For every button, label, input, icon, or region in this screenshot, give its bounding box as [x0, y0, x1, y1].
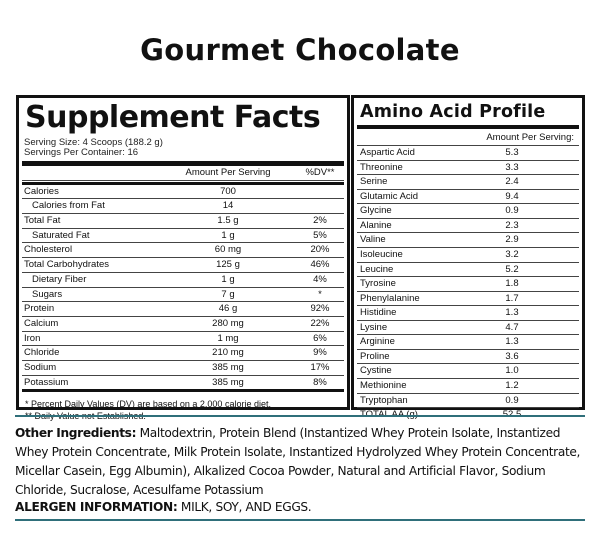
amino-acid-value: 3.3 — [505, 161, 519, 173]
amino-acid-value: 9.4 — [505, 190, 519, 202]
nutrient-dv: 17% — [310, 361, 330, 373]
amino-acid-name: Tyrosine — [360, 278, 396, 290]
nutrient-name: Total Fat — [24, 215, 61, 227]
nutrient-dv: 4% — [313, 273, 327, 285]
amino-acid-row — [357, 321, 579, 336]
nutrient-amount: 7 g — [221, 288, 235, 300]
servings-per-container: Servings Per Container: 16 — [24, 147, 139, 158]
amino-acid-value: 0.9 — [505, 394, 519, 406]
amino-acid-value: 5.2 — [505, 263, 519, 275]
thick-divider — [357, 125, 579, 129]
nutrient-amount: 125 g — [216, 259, 240, 271]
nutrient-dv: 5% — [313, 229, 327, 241]
facts-row — [22, 229, 344, 244]
facts-row — [22, 185, 344, 200]
nutrient-amount: 280 mg — [212, 317, 244, 329]
nutrient-amount: 1.5 g — [217, 215, 239, 227]
nutrient-dv: 46% — [310, 259, 330, 271]
facts-row — [22, 346, 344, 361]
nutrient-name: Chloride — [24, 347, 60, 359]
nutrient-name: Dietary Fiber — [32, 273, 87, 285]
amino-acid-name: Cystine — [360, 365, 392, 377]
bottom-accent-rule — [15, 519, 585, 521]
amino-acid-value: 5.3 — [505, 147, 519, 158]
amino-acid-name: Glutamic Acid — [360, 190, 419, 202]
amino-acid-row — [357, 248, 579, 263]
amino-acid-name: Leucine — [360, 263, 394, 275]
amino-acid-name: Isoleucine — [360, 248, 403, 260]
supplement-facts-heading: Supplement Facts — [25, 100, 321, 135]
nutrient-name: Sodium — [24, 361, 57, 373]
amount-column-header: Amount Per Serving — [185, 167, 271, 178]
amino-amount-header: Amount Per Serving: — [486, 132, 574, 143]
amino-acid-row — [357, 204, 579, 219]
nutrient-amount: 14 — [222, 200, 234, 212]
product-title: Gourmet Chocolate — [140, 33, 460, 67]
nutrient-amount: 1 g — [221, 273, 235, 285]
amino-acid-value: 3.2 — [505, 248, 519, 260]
amino-acid-value: 1.2 — [505, 380, 519, 391]
nutrient-dv: 22% — [310, 317, 330, 329]
dv-column-header: %DV** — [305, 167, 335, 178]
facts-row — [22, 317, 344, 332]
amino-acid-heading: Amino Acid Profile — [360, 102, 546, 122]
other-ingredients-label: Other Ingredients: — [15, 426, 137, 440]
amino-acid-name: Serine — [360, 176, 388, 188]
amino-acid-row — [357, 175, 579, 190]
amino-acid-name: Tryptophan — [360, 394, 408, 406]
amino-acid-row — [357, 219, 579, 234]
amino-acid-row — [357, 394, 579, 409]
other-ingredients — [15, 424, 585, 500]
nutrient-name: Saturated Fat — [32, 229, 90, 241]
facts-row — [22, 376, 344, 390]
amino-acid-name: Arginine — [360, 336, 395, 348]
serving-size: Serving Size: 4 Scoops (188.2 g) — [24, 137, 163, 148]
nutrient-name: Protein — [24, 303, 55, 315]
facts-row — [22, 199, 344, 214]
facts-row — [22, 243, 344, 258]
amino-acid-row — [357, 306, 579, 321]
nutrient-name: Cholesterol — [24, 244, 73, 256]
allergen-information — [15, 498, 585, 517]
amino-acid-name: Histidine — [360, 307, 397, 319]
nutrient-name: Calories — [24, 185, 59, 197]
amino-acid-row — [357, 350, 579, 365]
other-ingredients-text: Maltodextrin, Protein Blend (Instantized Whey Protein Isolate, Instantized Whey Protein Concentrate, Milk Protein Isolate, Instantized Hydrolyzed Whey Protein Concentrate, Micellar Casein, Egg Albumin), Alkalized Cocoa Powder, Natural and Artificial Flavor, Sodium Chloride, Sucralose, Acesulfame Potassium — [15, 426, 581, 497]
nutrient-dv: 9% — [313, 347, 327, 359]
nutrient-name: Total Carbohydrates — [24, 259, 110, 271]
amino-acid-row — [357, 146, 579, 161]
amino-acid-value: 1.3 — [505, 307, 519, 319]
amino-acid-name: Proline — [360, 350, 390, 362]
nutrient-dv: 2% — [313, 215, 327, 227]
amino-acid-row — [357, 277, 579, 292]
amino-acid-value: 1.3 — [505, 336, 519, 348]
amino-acid-name: Valine — [360, 234, 386, 246]
footnote-dv: * Percent Daily Values (DV) are based on a 2,000 calorie diet. — [25, 399, 271, 410]
facts-row — [22, 258, 344, 273]
nutrient-amount: 385 mg — [212, 361, 244, 373]
nutrient-name: Potassium — [24, 376, 69, 388]
amino-acid-value: 0.9 — [505, 205, 519, 217]
amino-acid-name: Aspartic Acid — [360, 147, 415, 158]
nutrient-dv: * — [318, 288, 322, 300]
amino-acid-row — [357, 364, 579, 379]
facts-row — [22, 302, 344, 317]
facts-row — [22, 214, 344, 229]
nutrient-amount: 1 mg — [217, 332, 239, 344]
amino-acid-name: Methionine — [360, 380, 407, 391]
amino-acid-row — [357, 233, 579, 248]
supplement-facts-panel — [16, 95, 350, 410]
amino-acid-panel — [351, 95, 585, 410]
allergen-label: ALERGEN INFORMATION: — [15, 500, 178, 514]
nutrient-dv: 6% — [313, 332, 327, 344]
amino-acid-row — [357, 190, 579, 205]
amino-acid-value: 1.8 — [505, 278, 519, 290]
nutrient-name: Calcium — [24, 317, 59, 329]
nutrient-name: Calories from Fat — [32, 200, 105, 212]
nutrient-amount: 700 — [220, 185, 236, 197]
amino-acid-value: 2.9 — [505, 234, 519, 246]
amino-acid-value: 1.0 — [505, 365, 519, 377]
top-accent-rule — [15, 415, 585, 417]
amino-acid-name: Lysine — [360, 321, 388, 333]
amino-acid-row — [357, 161, 579, 176]
nutrient-dv: 20% — [310, 244, 330, 256]
amino-acid-name: Alanine — [360, 219, 392, 231]
facts-row — [22, 361, 344, 376]
facts-row — [22, 273, 344, 288]
nutrient-amount: 46 g — [218, 303, 238, 315]
facts-rows — [19, 185, 347, 390]
amino-acid-name: Threonine — [360, 161, 403, 173]
amino-acid-value: 4.7 — [505, 321, 519, 333]
nutrient-amount: 60 mg — [214, 244, 242, 256]
facts-row — [22, 332, 344, 347]
amino-acid-name: Phenylalanine — [360, 292, 420, 304]
allergen-text: MILK, SOY, AND EGGS. — [177, 500, 312, 514]
amino-acid-value: 3.6 — [505, 350, 519, 362]
medium-divider — [22, 389, 344, 392]
amino-acid-value: 2.3 — [505, 219, 519, 231]
amino-acid-row — [357, 379, 579, 394]
nutrient-dv: 8% — [313, 376, 327, 388]
amino-acid-row — [357, 263, 579, 278]
nutrient-amount: 1 g — [221, 229, 235, 241]
nutrient-dv: 92% — [310, 303, 330, 315]
nutrient-name: Sugars — [32, 288, 63, 300]
facts-header-row — [22, 166, 344, 181]
amino-acid-value: 2.4 — [505, 176, 519, 188]
nutrient-amount: 385 mg — [212, 376, 244, 388]
amino-acid-name: Glycine — [360, 205, 392, 217]
nutrient-name: Iron — [24, 332, 41, 344]
amino-acid-rows — [354, 146, 582, 422]
facts-row — [22, 288, 344, 303]
amino-acid-value: 1.7 — [505, 292, 519, 304]
nutrient-amount: 210 mg — [212, 347, 244, 359]
amino-acid-row — [357, 335, 579, 350]
amino-acid-row — [357, 292, 579, 307]
